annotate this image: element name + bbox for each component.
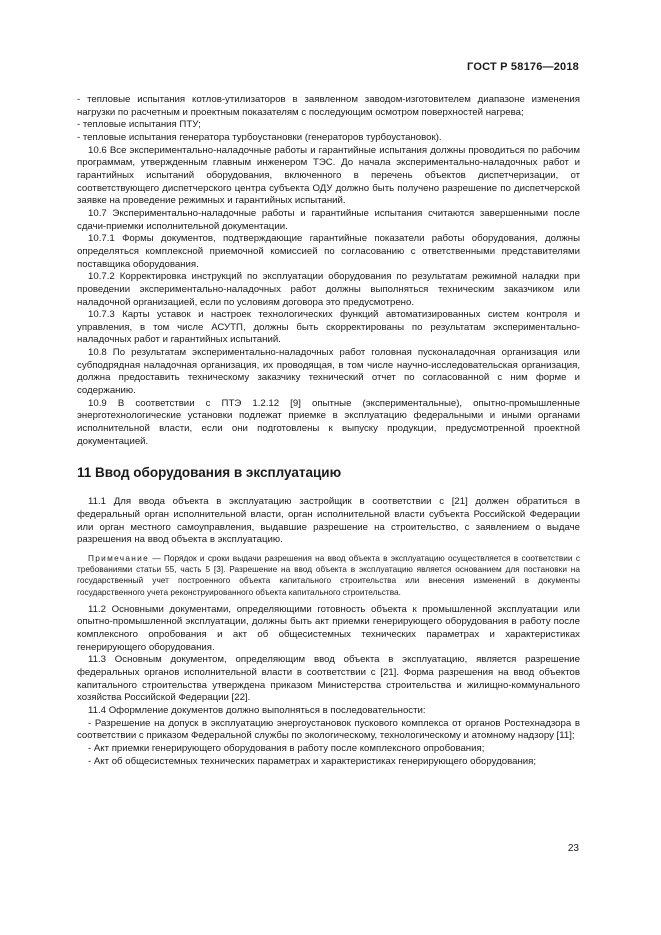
paragraph-10-9: 10.9 В соответствии с ПТЭ 1.2.12 [9] опытные (экспериментальные), опытно-промышленные энерготехнологические установки подлежат приемке в эксплуатацию федеральными и иными органами исполнительной власти, если они подготовлены к выпуску продукции, предусмотренной проектной документацией. (77, 397, 580, 447)
note-text: — Порядок и сроки выдачи разрешения на ввод объекта в эксплуатацию осуществляется в соответствии с требованиями статьи 55, часть 5 [3]. Разрешение на ввод объекта в эксплуатацию является основанием для постановки на государственный учет построенного объекта капитального строительства или внесения изменений в документы государственного учета реконструированного объекта капитального строительства. (77, 553, 580, 597)
page-content (77, 94, 580, 768)
list-item-generator-tests: - тепловые испытания генератора турбоустановки (генераторов турбоустановок). (77, 131, 442, 143)
list-item-ptu-tests: - тепловые испытания ПТУ; (77, 119, 201, 131)
section-title: 11 Ввод оборудования в эксплуатацию (77, 465, 342, 481)
paragraph-10-7-1: 10.7.1 Формы документов, подтверждающие гарантийные показатели работы оборудования, должны определяться комплексной приемочной комиссией по согласованию с ответственными представителями поставщика оборудования. (77, 233, 580, 270)
paragraph-group-bottom (77, 604, 580, 769)
list-item-boiler-tests: - тепловые испытания котлов-утилизаторов в заявленном заводом-изготовителем диапазоне изменения нагрузки по расчетным и проектным показателям с последующим осмотром поверхностей нагрева; (77, 94, 580, 118)
note-label: Примечание (88, 553, 150, 563)
page-number: 23 (567, 843, 579, 854)
list-item-rostekhnadzor: - Разрешение на допуск в эксплуатацию энергоустановок пускового комплекса от органов Ростехнадзора в соответствии с приказом Федеральной службы по экологическому, технологическому и атомному надзору [11]; (77, 717, 580, 742)
paragraph-10-7: 10.7 Экспериментально-наладочные работы и гарантийные испытания считаются завершенными после сдачи-приемки исполнительной документации. (77, 207, 580, 232)
paragraph-11-1: 11.1 Для ввода объекта в эксплуатацию застройщик в соответствии с [21] должен обратиться в федеральный орган исполнительной власти, орган исполнительной власти субъекта Российской Федерации или орган местного самоуправления, выдавшие разрешение на строительство, с заявлением о выдаче разрешения на ввод объекта в эксплуатацию. (77, 496, 580, 546)
note (77, 553, 580, 598)
paragraph-10-8: 10.8 По результатам экспериментально-наладочных работ головная пусконаладочная организация или субподрядная наладочная организация, их проводящая, в том числе научно-исследовательская организация, должна предоставить техническому заказчику технический отчет по согласованной с ним форме и содержанию. (77, 347, 580, 397)
paragraph-10-6: 10.6 Все экспериментально-наладочные работы и гарантийные испытания должны проводиться по рабочим программам, утвержденным главным инженером ТЭС. До начала экспериментально-наладочных работ и гарантийных испытаний оборудования, включенного в перечень объектов диспетчеризации, от соответствующего диспетчерского центра субъекта ОДУ должно быть получено разрешение по диспетчерской заявке на проведение режимных и гарантийных испытаний. (77, 144, 580, 207)
standard-designation: ГОСТ Р 58176—2018 (467, 61, 579, 73)
list-item-acceptance-act: - Акт приемки генерирующего оборудования в работу после комплексного опробования; (88, 743, 485, 755)
paragraph-11-4: 11.4 Оформление документов должно выполняться в последовательности: (88, 705, 426, 717)
paragraph-10-7-2: 10.7.2 Корректировка инструкций по эксплуатации оборудования по результатам режимной наладки при проведении экспериментально-наладочных работ должны выполняться техническим заказчиком или наладочной организацией, если по условиям договора это предусмотрено. (77, 271, 580, 308)
paragraph-group-top (77, 94, 580, 448)
paragraph-11-2: 11.2 Основными документами, определяющими готовность объекта к промышленной эксплуатации или опытно-промышленной эксплуатации, должны быть акт приемки генерирующего оборудования в работу после комплексного опробования и акт об общесистемных технических параметрах и характеристиках генерирующего оборудования. (77, 603, 580, 653)
list-item-parameters-act: - Акт об общесистемных технических параметрах и характеристиках генерирующего оборудования; (88, 755, 537, 767)
paragraph-10-7-3: 10.7.3 Карты уставок и настроек технологических функций автоматизированных систем контроля и управления, в том числе АСУТП, должны быть скорректированы по результатам экспериментально-наладочных работ и гарантийных испытаний. (77, 309, 580, 346)
paragraph-11-3: 11.3 Основным документом, определяющим ввод объекта в эксплуатацию, является разрешение федеральных органов исполнительной власти в соответствии с [21]. Форма разрешения на ввод объектов капитального строительства утверждена приказом Министерства строительства и жилищно-коммунального хозяйства Российской Федерации [22]. (77, 654, 580, 704)
